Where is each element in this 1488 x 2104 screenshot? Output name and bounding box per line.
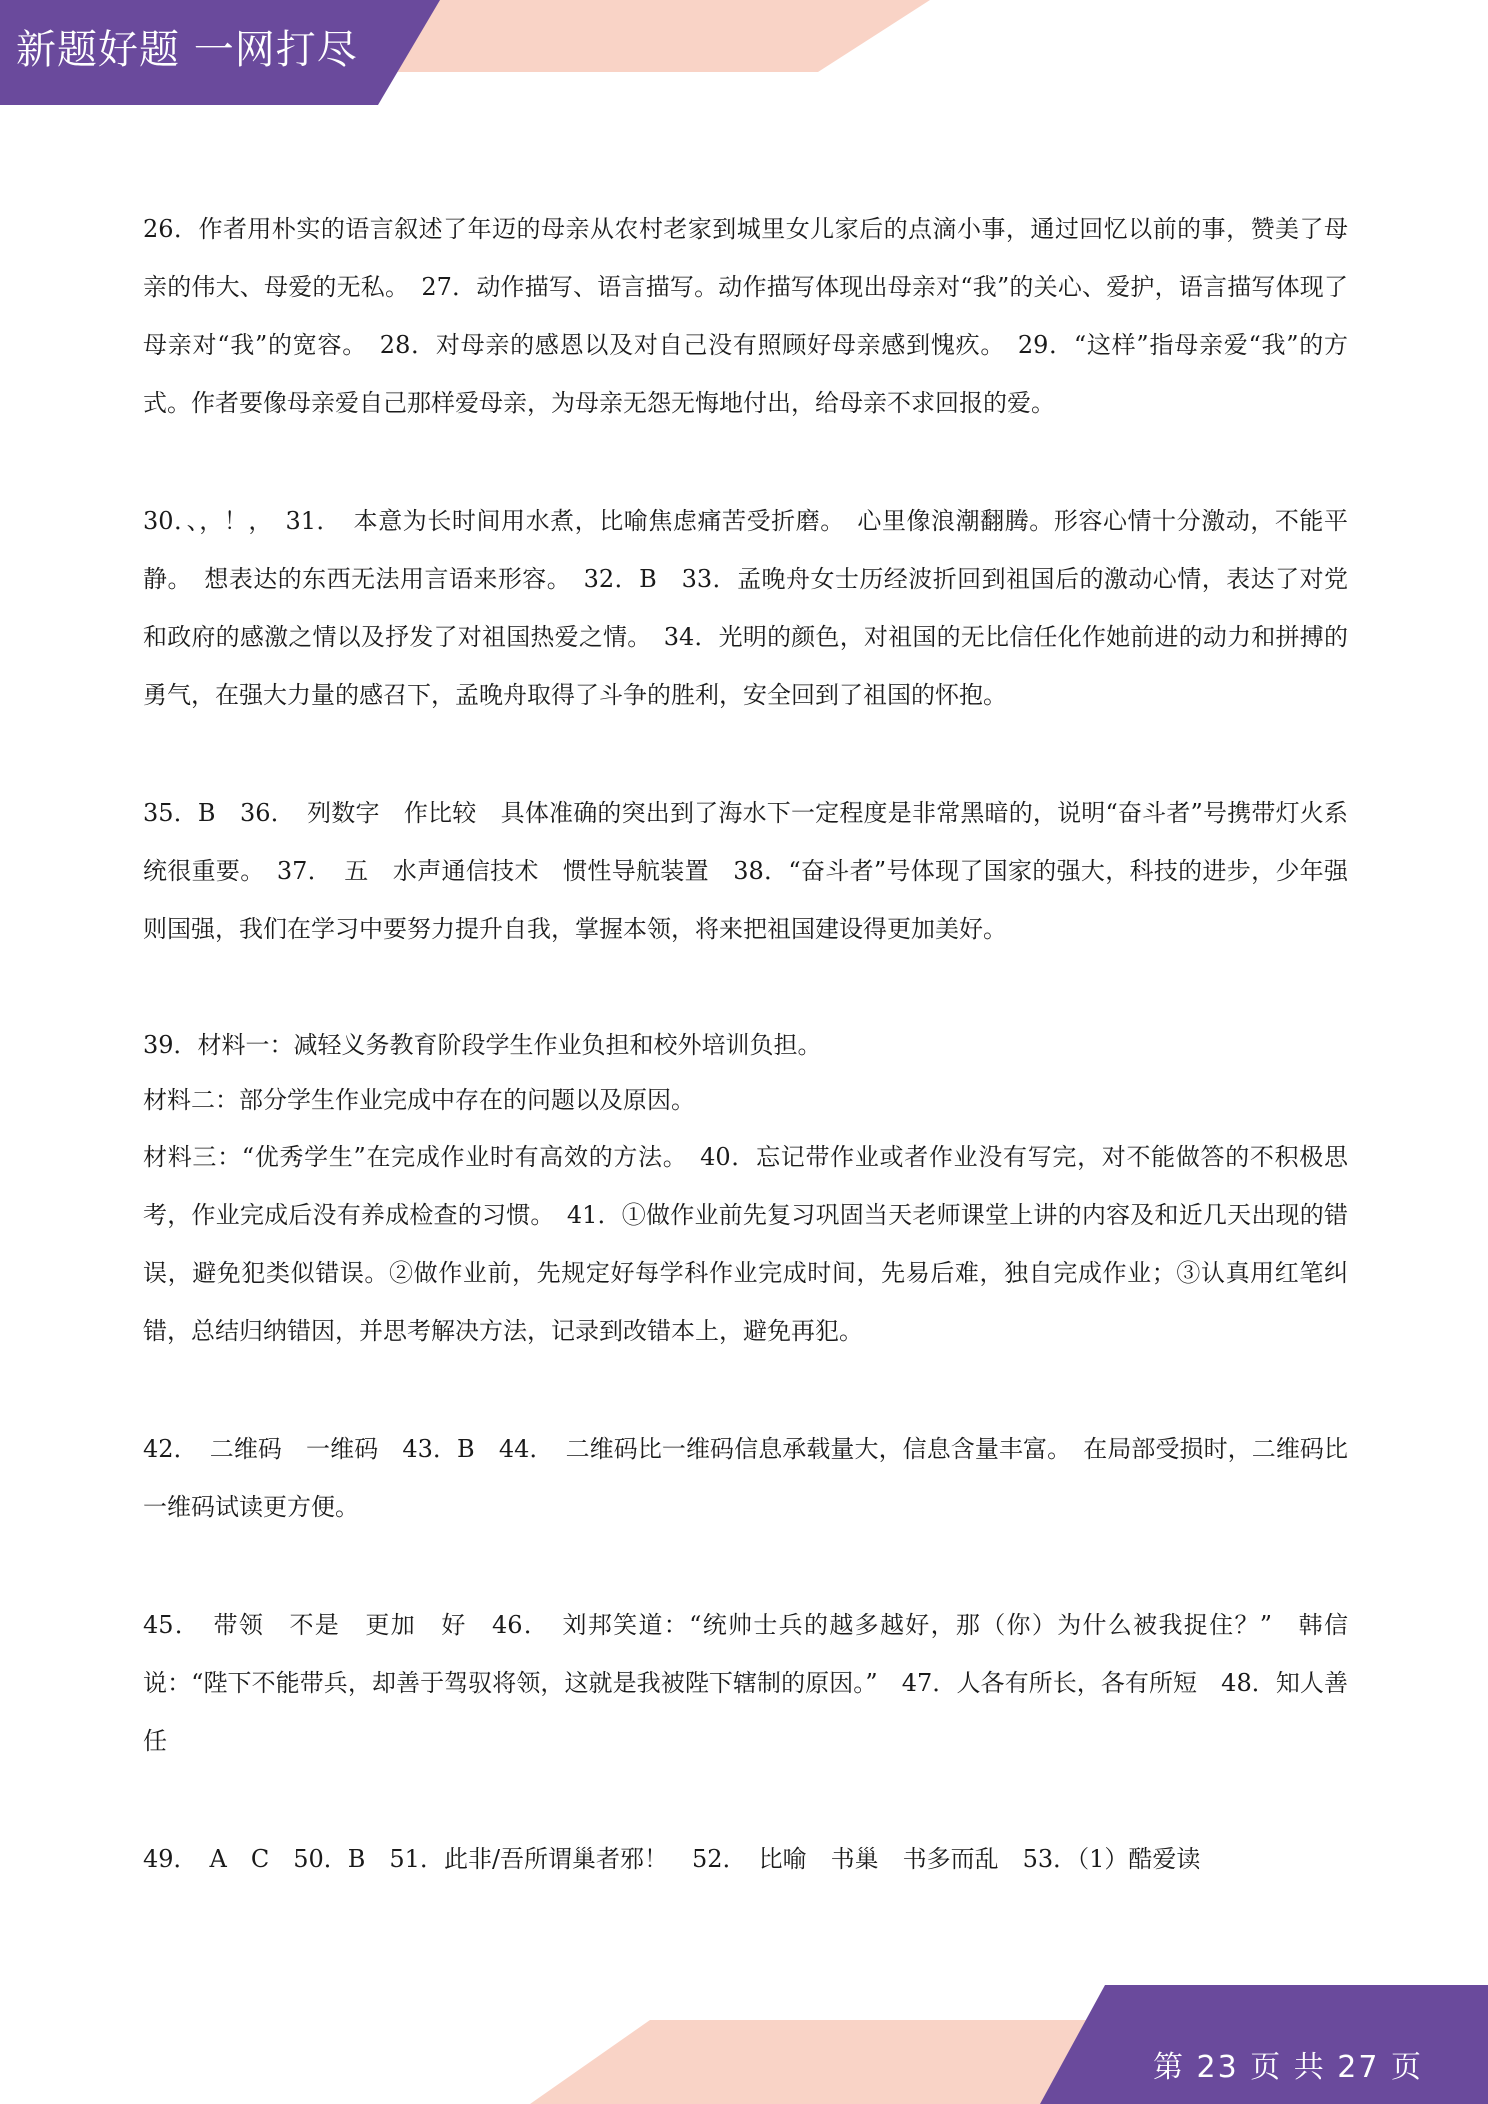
header-peach-shape xyxy=(360,0,930,72)
answer-paragraph: 49． A C 50．B 51．此非/吾所谓巢者邪！ 52． 比喻 书巢 书多而乱 53．（1）酷爱读 xyxy=(143,1845,1201,1873)
page-number: 第 23 页 共 27 页 xyxy=(1152,2050,1423,2085)
header-banner xyxy=(0,0,1488,110)
answer-paragraph: 45． 带领 不是 更加 好 46． 刘邦笑道：“统帅士兵的越多越好，那（你）为什么被我捉住？” 韩信说：“陛下不能带兵，却善于驾驭将领，这就是我被陛下辖制的原因。” 47．人各有所长，各有所短 48．知人善任 xyxy=(143,1611,1348,1755)
answer-paragraph: 39．材料一：减轻义务教育阶段学生作业负担和校外培训负担。 xyxy=(143,1031,822,1059)
header-title: 新题好题 一网打尽 xyxy=(16,27,358,73)
footer-peach-shape xyxy=(530,2020,1110,2104)
answer-content xyxy=(143,200,1348,1948)
answer-paragraph: 材料三：“优秀学生”在完成作业时有高效的方法。 40．忘记带作业或者作业没有写完，对不能做答的不积极思考，作业完成后没有养成检查的习惯。 41．①做作业前先复习巩固当天老师课堂上讲的内容及和近几天出现的错误，避免犯类似错误。②做作业前，先规定好每学科作业完成时间，先易后难，独自完成作业；③认真用红笔纠错，总结归纳错因，并思考解决方法，记录到改错本上，避免再犯。 xyxy=(143,1143,1348,1345)
answer-paragraph: 35．B 36． 列数字 作比较 具体准确的突出到了海水下一定程度是非常黑暗的，说明“奋斗者”号携带灯火系统很重要。 37． 五 水声通信技术 惯性导航装置 38．“奋斗者”号体现了国家的强大，科技的进步，少年强则国强，我们在学习中要努力提升自我，掌握本领，将来把祖国建设得更加美好。 xyxy=(143,799,1348,943)
footer-banner xyxy=(0,1980,1488,2104)
answer-paragraph: 30．、，！， 31． 本意为长时间用水煮，比喻焦虑痛苦受折磨。 心里像浪潮翻腾。形容心情十分激动，不能平静。 想表达的东西无法用言语来形容。 32．B 33．孟晚舟女士历经波折回到祖国后的激动心情，表达了对党和政府的感激之情以及抒发了对祖国热爱之情。 34．光明的颜色，对祖国的无比信任化作她前进的动力和拼搏的勇气，在强大力量的感召下，孟晚舟取得了斗争的胜利，安全回到了祖国的怀抱。 xyxy=(143,507,1348,709)
answer-paragraph: 42． 二维码 一维码 43．B 44． 二维码比一维码信息承载量大，信息含量丰富。 在局部受损时，二维码比一维码试读更方便。 xyxy=(143,1435,1348,1521)
answer-paragraph: 26．作者用朴实的语言叙述了年迈的母亲从农村老家到城里女儿家后的点滴小事，通过回忆以前的事，赞美了母亲的伟大、母爱的无私。 27．动作描写、语言描写。动作描写体现出母亲对“我”的关心、爱护，语言描写体现了母亲对“我”的宽容。 28．对母亲的感恩以及对自己没有照顾好母亲感到愧疚。 29．“这样”指母亲爱“我”的方式。作者要像母亲爱自己那样爱母亲，为母亲无怨无悔地付出，给母亲不求回报的爱。 xyxy=(143,215,1348,417)
answer-paragraph: 材料二：部分学生作业完成中存在的问题以及原因。 xyxy=(143,1086,695,1114)
